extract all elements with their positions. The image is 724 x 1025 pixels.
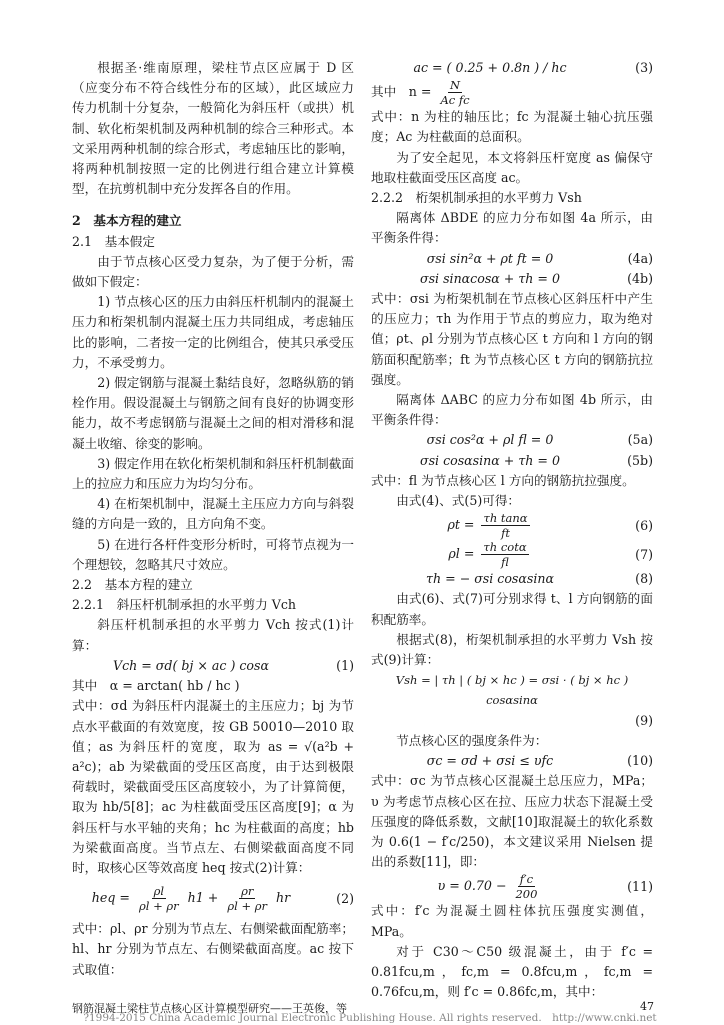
equation-7 xyxy=(371,540,653,569)
assumption-5: 5) 在进行各杆件变形分析时，可将节点视为一个理想铰，忽略其尺寸效应。 xyxy=(72,536,354,572)
equation-4a-body: σsi sin²α + ρt ft = 0 xyxy=(426,250,554,266)
frac-numerator: ρr xyxy=(241,884,254,899)
paragraph-eq5-definitions: 式中：fl 为节点核心区 l 方向的钢筋抗拉强度。 xyxy=(371,472,635,488)
equation-11-fraction xyxy=(513,872,539,901)
subsection-heading-2-2: 2.2 基本方程的建立 xyxy=(72,577,193,593)
equation-5b-body: σsi cosαsinα + τh = 0 xyxy=(419,452,560,468)
paragraph-eq4-definitions: 式中：σsi 为桁架机制在节点核心区斜压杆中产生的压应力；τh 为作用于节点的剪应力，取为绝对值；ρt、ρl 分别为节点核心区 t 方向和 l 方向的钢筋面积配筋率；ft 为节点核心区 t 方向的钢筋抗拉强度。 xyxy=(371,291,653,387)
equation-6 xyxy=(371,511,653,540)
frac-numerator: τh cotα xyxy=(483,540,527,555)
paragraph-assumption-intro: 由于节点核心区受力复杂，为了便于分析，需做如下假定： xyxy=(72,253,354,290)
equation-5a-number: (5a) xyxy=(627,432,653,448)
equation-7-body xyxy=(371,540,609,569)
equation-7-lhs: ρl = xyxy=(448,546,475,562)
equation-1 xyxy=(72,656,354,676)
paragraph-eq11-definitions: 式中：f′c 为混凝土圆柱体抗压强度实测值，MPa。 xyxy=(371,903,653,939)
equation-4a xyxy=(371,249,653,269)
paragraph-eq3-definitions: 式中：n 为柱的轴压比；fc 为混凝土轴心抗压强度；Ac 为柱截面的总面积。 xyxy=(371,109,653,145)
equation-3-number: (3) xyxy=(635,60,653,75)
paragraph-eq10-definitions: 式中：σc 为节点核心区混凝土总压应力，MPa；υ 为考虑节点核心区在拉、压应力状态下混凝土受压强度的降低系数，文献[10]取混凝土的软化系数为 0.6(1 − f′c/250)，本文建议采用 Nielsen 提出的系数[11]，即： xyxy=(371,773,653,870)
paragraph-ratio: 由式(6)、式(7)可分别求得 t、l 方向钢筋的面积配筋率。 xyxy=(371,591,653,627)
paragraph-eq1-definitions: 式中：σd 为斜压杆内混凝土的主压应力；bj 为节点水平截面的有效宽度，按 GB 50010—2010 取值；as 为斜压杆的宽度，取为 as = √(a²b + a²c)；ab 为梁截面的受压区高度，由于达到极限荷载时，梁截面受压区高度较小，为了计算简便，取为 hb/5[8]；ac 为柱截面受压区高度[9]；α 为斜压杆与水平轴的夹角；hc 为柱截面的高度；hb 为梁截面高度。当节点左、右侧梁截面高度不同时，取核心区等效高度 heq 按式(2)计算： xyxy=(72,698,354,875)
equation-8-number: (8) xyxy=(635,571,653,587)
equation-1-number: (1) xyxy=(336,657,354,673)
equation-9 xyxy=(371,670,653,710)
equation-7-fraction xyxy=(481,540,528,569)
equation-1-alpha: 其中 α = arctan( hb / hc ) xyxy=(72,678,240,694)
equation-6-fraction xyxy=(481,511,529,540)
equation-2-body xyxy=(72,884,310,913)
equation-3-n-definition xyxy=(371,78,653,107)
frac-denominator: ft xyxy=(501,526,510,541)
equation-10-number: (10) xyxy=(627,753,653,769)
frac-denominator: 200 xyxy=(515,887,538,902)
paragraph-eq1-intro: 斜压杆机制承担的水平剪力 Vch 按式(1)计算： xyxy=(72,617,354,653)
equation-2-lhs: heq = xyxy=(91,890,130,906)
equation-6-body xyxy=(371,511,609,540)
frac-denominator: ρl + ρr xyxy=(227,899,268,914)
equation-5b-number: (5b) xyxy=(627,452,653,468)
frac-denominator: Ac fc xyxy=(440,93,470,108)
equation-9-body: Vsh = | τh | ( bj × hc ) = σsi · ( bj × hc ) cosαsinα xyxy=(395,673,629,708)
equation-6-number: (6) xyxy=(635,517,653,533)
equation-11 xyxy=(371,872,653,901)
frac-numerator: N xyxy=(449,78,461,93)
frac-denominator: ρl + ρr xyxy=(139,899,179,914)
assumption-2: 2) 假定钢筋与混凝土黏结良好，忽略纵筋的销栓作用。假设混凝土与钢筋之间有良好的协调变形能力，故不考虑钢筋与混凝土之间的相对滑移和混凝土收缩、徐变的影响。 xyxy=(72,375,354,451)
equation-6-lhs: ρt = xyxy=(447,517,475,533)
running-title: 钢筋混凝土梁柱节点核心区计算模型研究——王英俊，等 xyxy=(72,1002,347,1015)
equation-4b-body: σsi sinαcosα + τh = 0 xyxy=(419,270,560,286)
assumption-4: 4) 在桁架机制中，混凝土主压应力方向与斜裂缝的方向是一致的，且方向角不变。 xyxy=(72,496,354,532)
equation-4b-number: (4b) xyxy=(627,270,653,286)
equation-4b xyxy=(371,269,653,289)
frac-denominator: fl xyxy=(501,555,509,570)
equation-3 xyxy=(371,58,653,78)
frac-numerator: ρl xyxy=(153,884,165,899)
equation-11-number: (11) xyxy=(627,878,653,894)
subsection-heading-2-1: 2.1 基本假定 xyxy=(72,233,155,249)
equation-8-body: τh = − σsi cosαsinα xyxy=(426,571,554,587)
equation-5b xyxy=(371,451,653,471)
equation-7-number: (7) xyxy=(635,546,653,562)
right-column xyxy=(371,58,653,1002)
equation-10 xyxy=(371,751,653,771)
frac-numerator: τh tanα xyxy=(483,511,528,526)
equation-2-term-left: h1 + xyxy=(187,890,219,906)
equation-8 xyxy=(371,569,653,589)
paragraph-derive: 由式(4)、式(5)可得： xyxy=(396,493,521,509)
page-number: 47 xyxy=(640,1000,654,1013)
equation-2-number: (2) xyxy=(336,890,354,906)
equation-5a xyxy=(371,430,653,450)
equation-3-body: ac = ( 0.25 + 0.8n ) / hc xyxy=(413,60,567,75)
equation-2-term-right: hr xyxy=(276,890,291,906)
paragraph-intro: 根据圣·维南原理，梁柱节点区应属于 D 区（应变分布不符合线性分布的区域），此区域应力传力机制十分复杂，一般简化为斜压杆（或拱）机制、软化桁架机制及两种机制的综合三种形式。本文采用两种机制的综合形式，考虑轴压比的影响，将两种机制按照一定的比例进行组合建立计算模型，在抗剪机制中充分发挥各自的作用。 xyxy=(72,60,354,197)
assumption-1: 1) 节点核心区的压力由斜压杆机制内的混凝土压力和桁架机制内混凝土压力共同组成，考虑轴压比的影响，二者按一定的比例组合，使其只承受压力，不承受剪力。 xyxy=(72,294,354,370)
frac-numerator: f′c xyxy=(519,872,534,887)
equation-9-number-row xyxy=(371,711,653,731)
paragraph-safety: 为了安全起见，本文将斜压杆宽度 as 偏保守地取柱截面受压区高度 ac。 xyxy=(371,149,653,185)
equation-1-body: Vch = σd( bj × ac ) cosα xyxy=(112,657,269,673)
paragraph-eq2-definitions: 式中：ρl、ρr 分别为节点左、右侧梁截面配筋率；hl、hr 分别为节点左、右侧梁截面高度。ac 按下式取值： xyxy=(72,921,354,977)
paragraph-abc: 隔离体 ΔABC 的应力分布如图 4b 所示，由平衡条件得： xyxy=(371,392,653,428)
paragraph-strength: 节点核心区的强度条件为： xyxy=(396,732,548,748)
equation-2 xyxy=(72,884,354,913)
paragraph-concrete-grade: 对于 C30～C50 级混凝土，由于 f′c = 0.81fcu,m，fc,m = 0.8fcu,m，fc,m = 0.76fcu,m，则 f′c = 0.86fc,m，其中： xyxy=(371,943,653,1000)
subsection-heading-2-2-2: 2.2.2 桁架机制承担的水平剪力 Vsh xyxy=(371,190,582,206)
subsection-heading-2-2-1: 2.2.1 斜压杆机制承担的水平剪力 Vch xyxy=(72,597,297,613)
assumption-3: 3) 假定作用在软化桁架机制和斜压杆机制截面上的拉应力和压应力为均匀分布。 xyxy=(72,455,354,492)
equation-3-n-fraction xyxy=(438,78,471,107)
equation-2-fraction-left xyxy=(137,884,181,913)
paragraph-eq9-intro: 根据式(8)，桁架机制承担的水平剪力 Vsh 按式(9)计算： xyxy=(371,631,653,668)
equation-11-lhs: υ = 0.70 − xyxy=(437,878,507,894)
equation-5a-body: σsi cos²α + ρl fl = 0 xyxy=(426,432,554,448)
equation-10-body: σc = σd + σsi ≤ υfc xyxy=(426,753,554,769)
equation-9-number: (9) xyxy=(635,712,653,728)
left-column xyxy=(72,58,354,980)
equation-11-body xyxy=(371,872,609,901)
paragraph-bde: 隔离体 ΔBDE 的应力分布如图 4a 所示，由平衡条件得： xyxy=(371,210,653,246)
equation-3-n-lhs: 其中 n = xyxy=(371,84,432,100)
section-heading-2: 2 基本方程的建立 xyxy=(72,213,182,229)
copyright-notice: ?1994-2015 China Academic Journal Electronic Publishing House. All rights reserved. http://www.cnki.net xyxy=(83,1012,657,1024)
equation-2-fraction-right xyxy=(225,884,269,913)
equation-4a-number: (4a) xyxy=(627,250,653,266)
